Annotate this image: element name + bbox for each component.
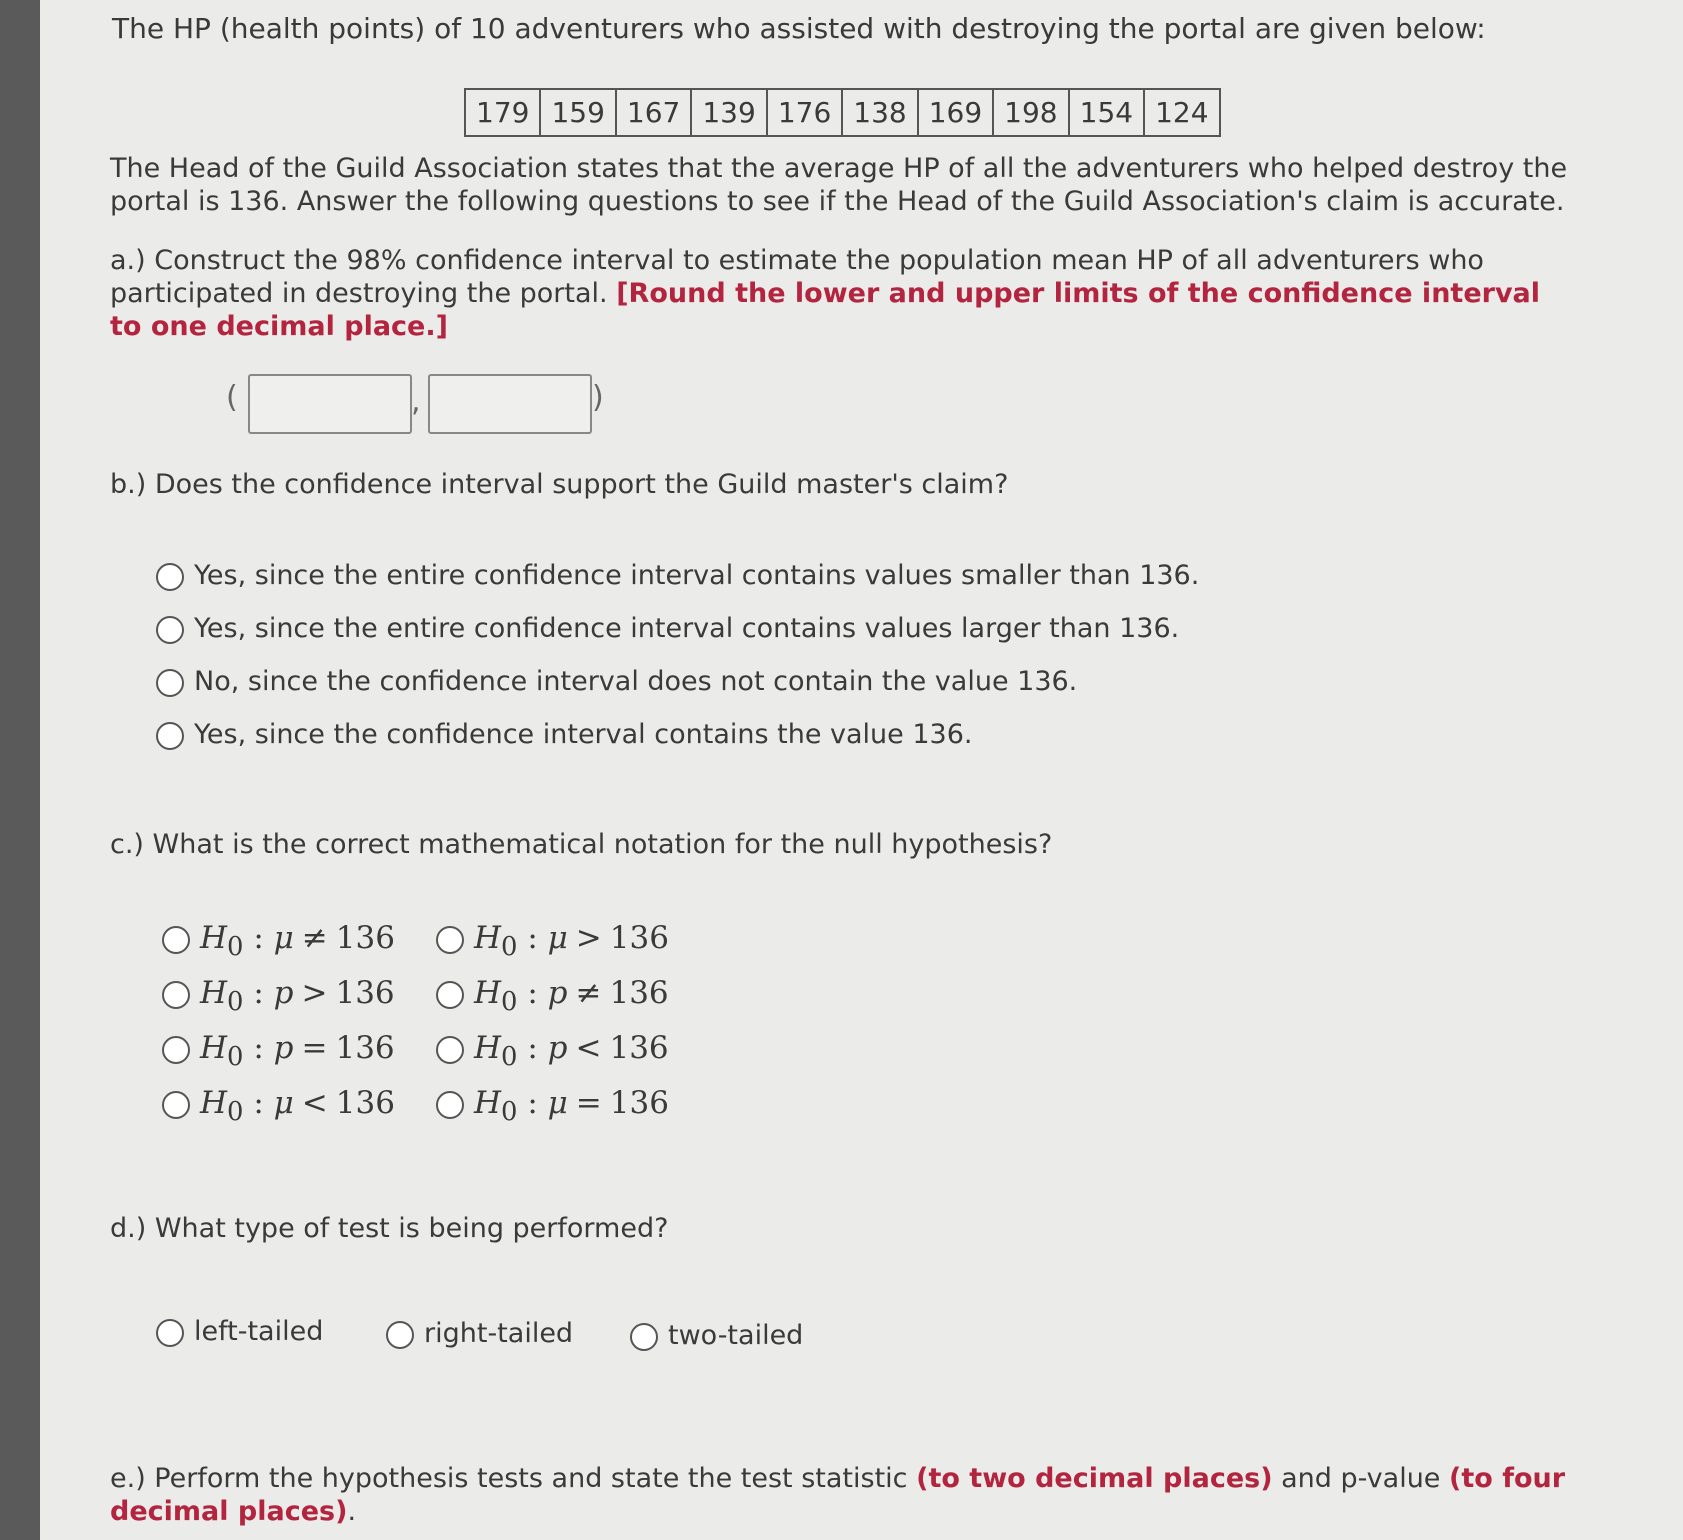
option-label: right-tailed [424, 1318, 574, 1349]
hypothesis-value: 136 [609, 975, 669, 1011]
question-e-text: e.) Perform the hypothesis tests and state the test statistic [110, 1463, 917, 1494]
hp-data-table [464, 88, 1221, 137]
option-c-1[interactable] [162, 920, 395, 962]
parameter-symbol: p [273, 1030, 294, 1066]
option-c-7[interactable] [162, 1085, 395, 1127]
radio-icon[interactable] [386, 1321, 414, 1349]
parameter-symbol: μ [547, 920, 568, 956]
option-c-5[interactable] [162, 1030, 395, 1072]
ci-lower-input[interactable] [248, 374, 412, 434]
option-label: No, since the confidence interval does not contain the value 136. [194, 666, 1078, 697]
radio-icon[interactable] [436, 926, 464, 954]
radio-icon[interactable] [436, 1036, 464, 1064]
relation-operator: > [575, 920, 602, 956]
question-b: b.) Does the confidence interval support the Guild master's claim? [110, 469, 1009, 500]
hypothesis-subscript: 0 [501, 1097, 518, 1128]
radio-icon[interactable] [156, 669, 184, 697]
relation-operator: < [301, 1085, 328, 1121]
relation-operator: = [301, 1030, 328, 1066]
relation-operator: ≠ [301, 920, 328, 956]
option-c-3[interactable] [162, 975, 395, 1017]
ci-upper-input[interactable] [428, 374, 592, 434]
hypothesis-value: 136 [609, 1030, 669, 1066]
hypothesis-symbol: H [200, 975, 228, 1011]
parameter-symbol: p [273, 975, 294, 1011]
radio-icon[interactable] [630, 1323, 658, 1351]
question-a [110, 244, 1570, 343]
parameter-symbol: p [547, 1030, 568, 1066]
colon: : [243, 975, 274, 1011]
table-cell: 198 [993, 89, 1068, 136]
colon: : [517, 920, 548, 956]
hypothesis-subscript: 0 [227, 1042, 244, 1073]
open-paren: ( [226, 380, 238, 415]
option-c-4[interactable] [436, 975, 669, 1017]
table-cell: 138 [842, 89, 917, 136]
parameter-symbol: μ [273, 1085, 294, 1121]
radio-icon[interactable] [436, 981, 464, 1009]
question-e-emphasis: (to four decimal places) [110, 1463, 1566, 1527]
option-label: Yes, since the confidence interval contains the value 136. [194, 719, 973, 750]
hypothesis-symbol: H [200, 1085, 228, 1121]
option-b-3[interactable] [156, 666, 1077, 697]
question-c: c.) What is the correct mathematical notation for the null hypothesis? [110, 829, 1053, 860]
hypothesis-value: 136 [335, 1085, 395, 1121]
table-cell: 159 [540, 89, 615, 136]
radio-icon[interactable] [156, 616, 184, 644]
hypothesis-subscript: 0 [501, 1042, 518, 1073]
parameter-symbol: μ [273, 920, 294, 956]
parameter-symbol: p [547, 975, 568, 1011]
radio-icon[interactable] [162, 1091, 190, 1119]
hypothesis-subscript: 0 [227, 932, 244, 963]
hypothesis-subscript: 0 [501, 932, 518, 963]
colon: : [517, 1030, 548, 1066]
colon: : [517, 975, 548, 1011]
option-label: two-tailed [668, 1320, 804, 1351]
colon: : [243, 920, 274, 956]
hypothesis-subscript: 0 [227, 987, 244, 1018]
hypothesis-symbol: H [200, 920, 228, 956]
question-e-emphasis: (to two decimal places) [916, 1463, 1273, 1494]
radio-icon[interactable] [162, 1036, 190, 1064]
table-cell: 167 [616, 89, 691, 136]
table-cell: 124 [1144, 89, 1219, 136]
option-label: left-tailed [194, 1316, 324, 1347]
question-e [110, 1462, 1570, 1528]
hypothesis-value: 136 [609, 1085, 669, 1121]
table-cell: 176 [767, 89, 842, 136]
option-left-tailed[interactable] [156, 1316, 323, 1347]
option-b-1[interactable] [156, 560, 1199, 591]
hypothesis-symbol: H [474, 920, 502, 956]
question-a-instruction: [Round the lower and upper limits of the confidence interval to one decimal place.] [110, 278, 1541, 342]
question-e-text: and p-value [1272, 1463, 1449, 1494]
hypothesis-subscript: 0 [501, 987, 518, 1018]
option-b-4[interactable] [156, 719, 972, 750]
table-cell: 179 [465, 89, 540, 136]
radio-icon[interactable] [162, 926, 190, 954]
table-cell: 154 [1069, 89, 1144, 136]
option-c-2[interactable] [436, 920, 669, 962]
question-page [40, 0, 1683, 1540]
hypothesis-value: 136 [335, 1030, 395, 1066]
radio-icon[interactable] [156, 722, 184, 750]
radio-icon[interactable] [156, 1319, 184, 1347]
hypothesis-symbol: H [474, 1030, 502, 1066]
colon: : [243, 1085, 274, 1121]
question-e-text: . [347, 1496, 357, 1527]
relation-operator: ≠ [575, 975, 602, 1011]
question-d: d.) What type of test is being performed? [110, 1213, 669, 1244]
option-label: Yes, since the entire confidence interval contains values larger than 136. [194, 613, 1180, 644]
claim-text: The Head of the Guild Association states that the average HP of all the adventurers who helped destroy the portal is 136. Answer the following questions to see if the Head of the Guild Association's claim is accurate. [110, 153, 1568, 217]
intro-text: The HP (health points) of 10 adventurers who assisted with destroying the portal are given below: [112, 12, 1486, 45]
hypothesis-subscript: 0 [227, 1097, 244, 1128]
colon: : [243, 1030, 274, 1066]
option-label: Yes, since the entire confidence interval contains values smaller than 136. [194, 560, 1200, 591]
relation-operator: = [575, 1085, 602, 1121]
radio-icon[interactable] [156, 563, 184, 591]
relation-operator: < [575, 1030, 602, 1066]
close-paren: ) [592, 380, 604, 415]
option-b-2[interactable] [156, 613, 1179, 644]
parameter-symbol: μ [547, 1085, 568, 1121]
option-right-tailed[interactable] [386, 1318, 573, 1349]
relation-operator: > [301, 975, 328, 1011]
hypothesis-symbol: H [474, 975, 502, 1011]
option-c-8[interactable] [436, 1085, 669, 1127]
radio-icon[interactable] [162, 981, 190, 1009]
option-two-tailed[interactable] [630, 1320, 803, 1351]
radio-icon[interactable] [436, 1091, 464, 1119]
colon: : [517, 1085, 548, 1121]
option-c-6[interactable] [436, 1030, 669, 1072]
question-a-text: a.) Construct the 98% confidence interval to estimate the population mean HP of all adventurers who participated in destroying the portal. [110, 245, 1484, 309]
comma: , [411, 384, 421, 419]
hypothesis-value: 136 [335, 975, 395, 1011]
hypothesis-value: 136 [609, 920, 669, 956]
hypothesis-symbol: H [200, 1030, 228, 1066]
table-cell: 139 [691, 89, 766, 136]
hypothesis-symbol: H [474, 1085, 502, 1121]
hypothesis-value: 136 [335, 920, 395, 956]
table-cell: 169 [918, 89, 993, 136]
